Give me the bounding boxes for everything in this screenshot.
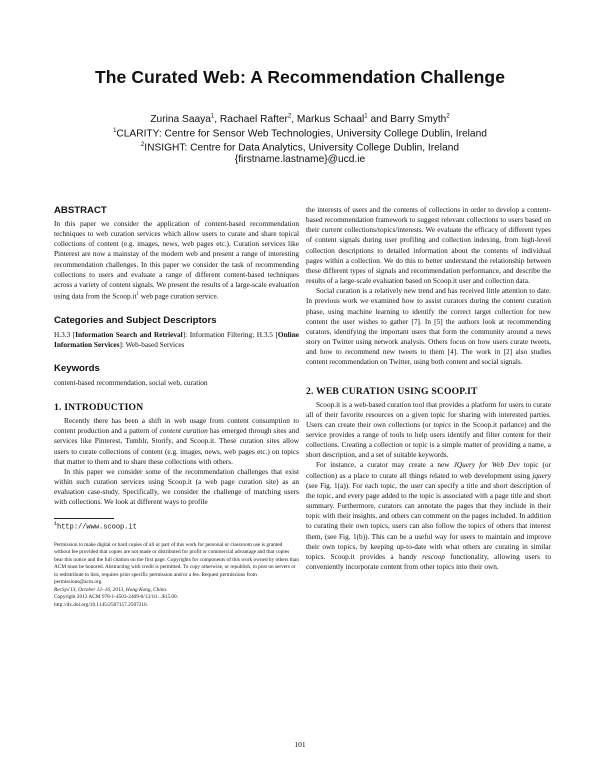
cat-rest: ]: Web-based Services	[119, 339, 185, 349]
abstract-heading: ABSTRACT	[54, 205, 107, 216]
author-line: Zurina Saaya$^1$, Rachael Rafter$^2$, Markus Schaal$^1$ and Barry Smyth$^2$	[150, 114, 450, 126]
left-column	[54, 205, 299, 609]
intro-continued: the interests of users and the contents of collections in order to develop a content-based recommendation framework to suggest relevant collections to users based on their current collections/topics/interests. We evaluate the efficacy of different types of content signals during user profiling and collection indexing, from high-level collection descriptions to detailed information about the contents of individual pages within a collection. We do this to better understand the relationship between these different types of signals and recommendation performance, and describe the results of a large-scale evaluation based on Scoop.it user and collection data.	[306, 205, 551, 286]
paper-title: The Curated Web: A Recommendation Challenge	[94, 67, 506, 87]
right-column	[306, 205, 551, 572]
copyright-line: Copyright 2013 ACM 978-1-4503-2409-0/13/10 ...$15.00.	[54, 594, 179, 601]
author-name: Barry Smyth	[390, 114, 447, 126]
categories-text	[54, 330, 299, 350]
abstract-tail: web page curation service.	[138, 291, 219, 301]
section-2-paragraph-1	[306, 400, 551, 461]
s2-text: functionality, allowing users to conveniently incorporate content from other topics into their own.	[306, 551, 551, 571]
author-mark: 2	[446, 114, 450, 120]
s2-text: For instance, a curator may create a new	[316, 460, 454, 470]
permission-text: Permission to make digital or hard copies of all or part of this work for personal or classroom use is granted without fee provided that copies are not made or distributed for profit or commercial advantage and that copies bear this notice and the full citation on the first page. Copyrights for components of this work owned by others than ACM must be honored. Abstracting with credit is permitted. To copy otherwise, or republish, to post on servers or to redistribute to lists, requires prior specific permission and/or a fee. Request permissions from permissions@acm.org.	[54, 541, 299, 586]
affiliation-1	[0, 126, 600, 140]
footnote	[54, 519, 299, 532]
section-2-paragraph-2	[306, 460, 551, 572]
author-email: {firstname.lastname}@ucd.ie	[234, 153, 366, 165]
author-name: Zurina Saaya	[150, 114, 211, 126]
affiliation-mark: 1	[113, 127, 117, 134]
keywords-heading: Keywords	[54, 362, 100, 374]
footnote-mark: 1	[54, 520, 58, 527]
footnote-ref: 1	[136, 292, 139, 298]
cat-bold: Information Search and Retrieval	[75, 329, 183, 339]
author-name: Markus Schaal	[296, 114, 365, 126]
s2-text: (see Fig. 1(a)). For each topic, the user can specify a title and short description of the topic, and every page added to the topic is associated with a page title and short summary. Furthermore, curators can annotate the pages that they include in their topic with their insights, and others can comment on the pages included. In addition to curating their own topics, users can also follow the topics of others that interest them, (see Fig. 1(b)). This can be a useful way for users to maintain and improve their own topics, by keeping up-to-date with what others are curating in similar topics. Scoop.it provides a handy	[306, 480, 551, 561]
intro-text: Recently there has been a shift in web usage from content consumption to content production and a pattern of	[54, 416, 299, 436]
author-mark: 1	[210, 114, 215, 120]
s2-emphasis: topics	[433, 419, 451, 429]
permission-block	[54, 542, 299, 610]
introduction-heading: 1. INTRODUCTION	[54, 402, 144, 414]
author-mark: 1	[364, 114, 368, 120]
affiliation-mark: 2	[140, 141, 145, 148]
footnote-url: http://www.scoop.it	[57, 522, 137, 531]
intro-paragraph-2: In this paper we consider some of the recommendation challenges that exist within such curation services using Scoop.it (a web page curation site) as an evaluation case-study. Specifically, we consider the challenge of matching users with collections. We look at different ways to profile	[54, 466, 299, 507]
s2-emphasis: jquery	[532, 470, 551, 480]
doi-line: http://dx.doi.org/10.1145/2507157.2507216.	[54, 601, 149, 608]
page-number: 101	[294, 740, 306, 749]
social-curation-paragraph: Social curation is a relatively new trend and has received little attention to date. In previous work we examined how to assist curators during the content curation phase, using machine learning to identify the correct target collection for new content the user wishes to gather [7]. In [5] the authors look at recommending curators, identifying the important users that form the community around a news story on Twitter using network analysis. Others focus on how users curate tweets, and how to recommend new tweets to them [4]. The work in [2] also studies content recommendation on Twitter, using both content and social signals.	[306, 286, 551, 367]
s2-emphasis: JQuery for Web Dev	[453, 460, 520, 470]
author-mark: 2	[287, 114, 292, 120]
s2-text: Scoop.it is a web-based curation tool that provides a platform for users to curate all of their favorite resources on a given topic for sharing with interested parties. Users can create their own collections (or	[306, 399, 551, 429]
affiliation-2	[0, 140, 600, 154]
s2-emphasis: rescoop	[422, 551, 445, 561]
affiliation-text: CLARITY: Centre for Sensor Web Technologies, University College Dublin, Ireland	[116, 128, 487, 140]
affiliation-text: INSIGHT: Centre for Data Analytics, University College Dublin, Ireland	[144, 142, 460, 154]
intro-paragraph-1	[54, 416, 299, 467]
section-2-heading: 2. WEB CURATION USING SCOOP.IT	[306, 385, 478, 397]
author-block	[0, 112, 600, 165]
intro-text: has emerged through sites and services like Pinterest, Tumblr, Storify, and Scoop.it. These curation sites allow users to curate collections of content (e.g. images, news, web pages etc.) on topics that matter to them and to share these collections with others.	[54, 426, 299, 466]
cat-code: H.3.3 [	[54, 329, 76, 339]
categories-heading: Categories and Subject Descriptors	[54, 314, 217, 326]
abstract-text	[54, 219, 299, 302]
author-name: Rachael Rafter	[219, 114, 288, 126]
abstract-body: In this paper we consider the application of content-based recommendation techniques to web curation services which allow users to curate and share topical collections of content (e.g. images, news, web pages etc.). Curation services like Pinterest are now a mainstay of the modern web and present a range of interesting recommendation challenges. In this paper we consider the task of recommending collections to users and evaluate a range of different content-based techniques across a variety of content signals. We present the results of a large-scale evaluation using data from the Scoop.it	[54, 219, 299, 301]
keywords-text: content-based recommendation, social web, curation	[54, 377, 208, 387]
intro-emphasis: content curation	[159, 426, 208, 436]
venue-line: RecSys'13, October 12–16, 2013, Hong Kong, China.	[54, 586, 168, 593]
cat-rest: ]: Information Filtering; H.3.5 [	[182, 329, 278, 339]
cat-bold: Online Information Services	[54, 329, 299, 349]
s2-text: topic (or collection) as a place to curate all things related to web development using	[306, 460, 552, 480]
s2-text: in the Scoop.it parlance) and the service provides a range of tools to help users identify and filter content for their collections. Creating a collection or topic is a simple matter of providing a name, a short description, and a set of suitable keywords.	[306, 419, 551, 460]
